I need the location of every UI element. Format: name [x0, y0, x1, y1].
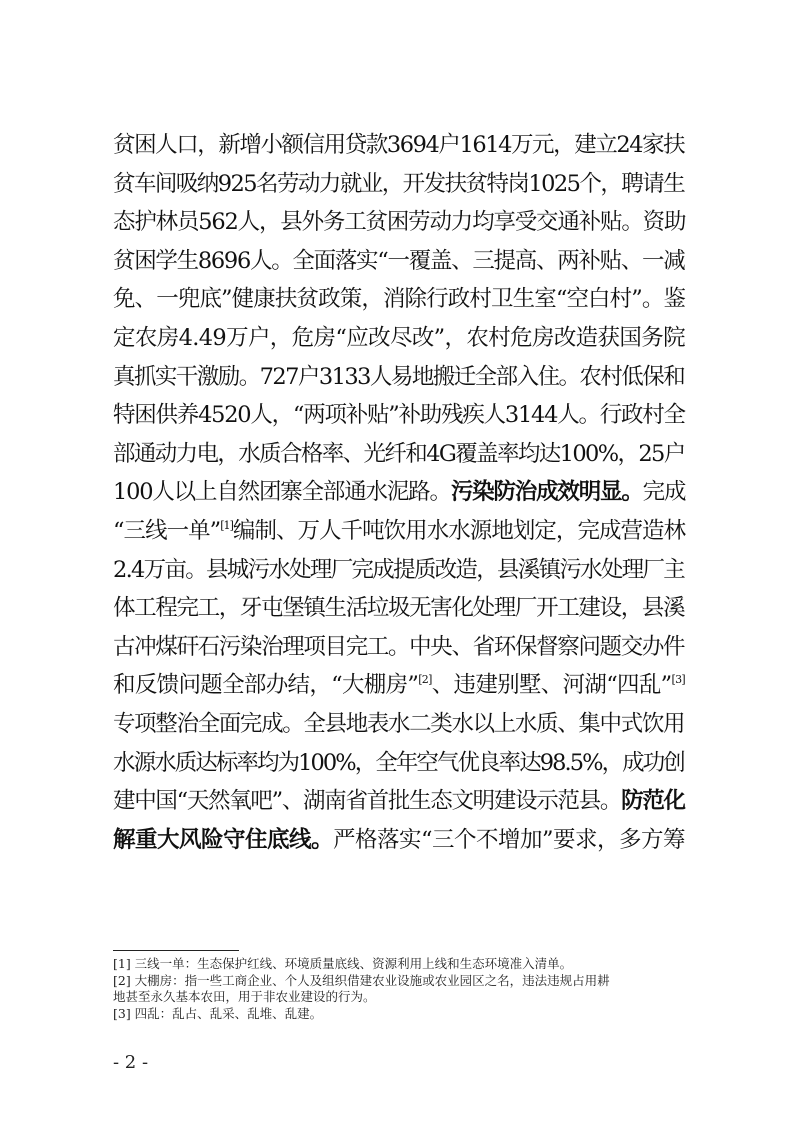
text-line: 古冲煤矸石污染治理项目完工。中央、省环保督察问题交办件 — [113, 633, 685, 660]
section-heading-risk: 防范化 — [621, 788, 685, 815]
text-line: 定农房4.49万户，危房“应改尽改”，农村危房改造获国务院 — [113, 324, 685, 351]
text-line: 2.4万亩。县城污水处理厂完成提质改造，县溪镇污水处理厂主 — [113, 556, 685, 583]
text-run: 完成 — [642, 479, 686, 506]
text-line — [113, 821, 686, 860]
text-line — [113, 512, 686, 551]
text-run: 和反馈问题全部办结，“大棚房” — [113, 672, 419, 699]
footnote-ref-3[interactable]: [3] — [671, 673, 686, 687]
text-run: 100人以上自然团寨全部通水泥路。 — [113, 479, 451, 506]
text-line: 水源水质达标率均为100%，全年空气优良率达98.5%，成功创 — [113, 749, 684, 776]
text-line: 部通动力电，水质合格率、光纤和4G覆盖率均达100%，25户 — [113, 440, 685, 467]
section-heading-risk-cont: 解重大风险守住底线。 — [113, 826, 334, 853]
text-line: 贫车间吸纳925名劳动力就业，开发扶贫特岗1025个，聘请生 — [113, 170, 685, 197]
footnote-2: [2] 大棚房：指一些工商企业、个人及组织借建农业设施或农业园区之名，违法违规占用耕 — [113, 972, 610, 988]
text-run: 、违建别墅、河湖“四乱” — [431, 672, 672, 699]
text-run: 建中国“天然氧吧”、湖南省首批生态文明建设示范县。 — [113, 788, 622, 815]
text-line: 特困供养4520人，“两项补贴”补助残疾人3144人。行政村全 — [113, 402, 685, 429]
text-run: 编制、万人千吨饮用水水源地划定，完成营造林 — [232, 517, 686, 544]
footnote-ref-1[interactable]: [1] — [220, 518, 233, 532]
text-line: 贫困学生8696人。全面落实“一覆盖、三提高、两补贴、一减 — [113, 247, 685, 274]
text-line — [113, 782, 686, 821]
text-line: 专项整治全面完成。全县地表水二类水以上水质、集中式饮用 — [113, 710, 685, 737]
text-line: 态护林员562人，县外务工贫困劳动力均享受交通补贴。资助 — [113, 209, 686, 236]
footnote-separator — [113, 950, 239, 951]
text-line: 体工程完工，牙屯堡镇生活垃圾无害化处理厂开工建设，县溪 — [113, 595, 685, 622]
text-line: 免、一兜底”健康扶贫政策，消除行政村卫生室“空白村”。鉴 — [113, 286, 686, 313]
footnote-1: [1] 三线一单：生态保护红线、环境质量底线、资源利用上线和生态环境准入清单。 — [113, 956, 573, 971]
page-number: - 2 - — [113, 1052, 149, 1073]
footnote-ref-2[interactable]: [2] — [418, 673, 432, 687]
body-paragraph — [113, 126, 686, 859]
text-run: “三线一单” — [113, 517, 221, 544]
text-line: 贫困人口，新增小额信用贷款3694户1614万元，建立24家扶 — [113, 132, 685, 158]
footnote-3: [3] 四乱：乱占、乱采、乱堆、乱建。 — [113, 1005, 323, 1021]
footnote-2-cont: 地甚至永久基本农田，用于非农业建设的行为。 — [113, 989, 376, 1004]
text-line: 真抓实干激励。727户3133人易地搬迁全部入住。农村低保和 — [113, 363, 685, 390]
section-heading-pollution: 污染防治成效明显。 — [450, 479, 643, 506]
footnotes — [113, 956, 693, 1022]
text-line — [113, 473, 686, 512]
text-line — [113, 666, 686, 705]
text-run: 严格落实“三个不增加”要求，多方筹 — [333, 826, 686, 853]
